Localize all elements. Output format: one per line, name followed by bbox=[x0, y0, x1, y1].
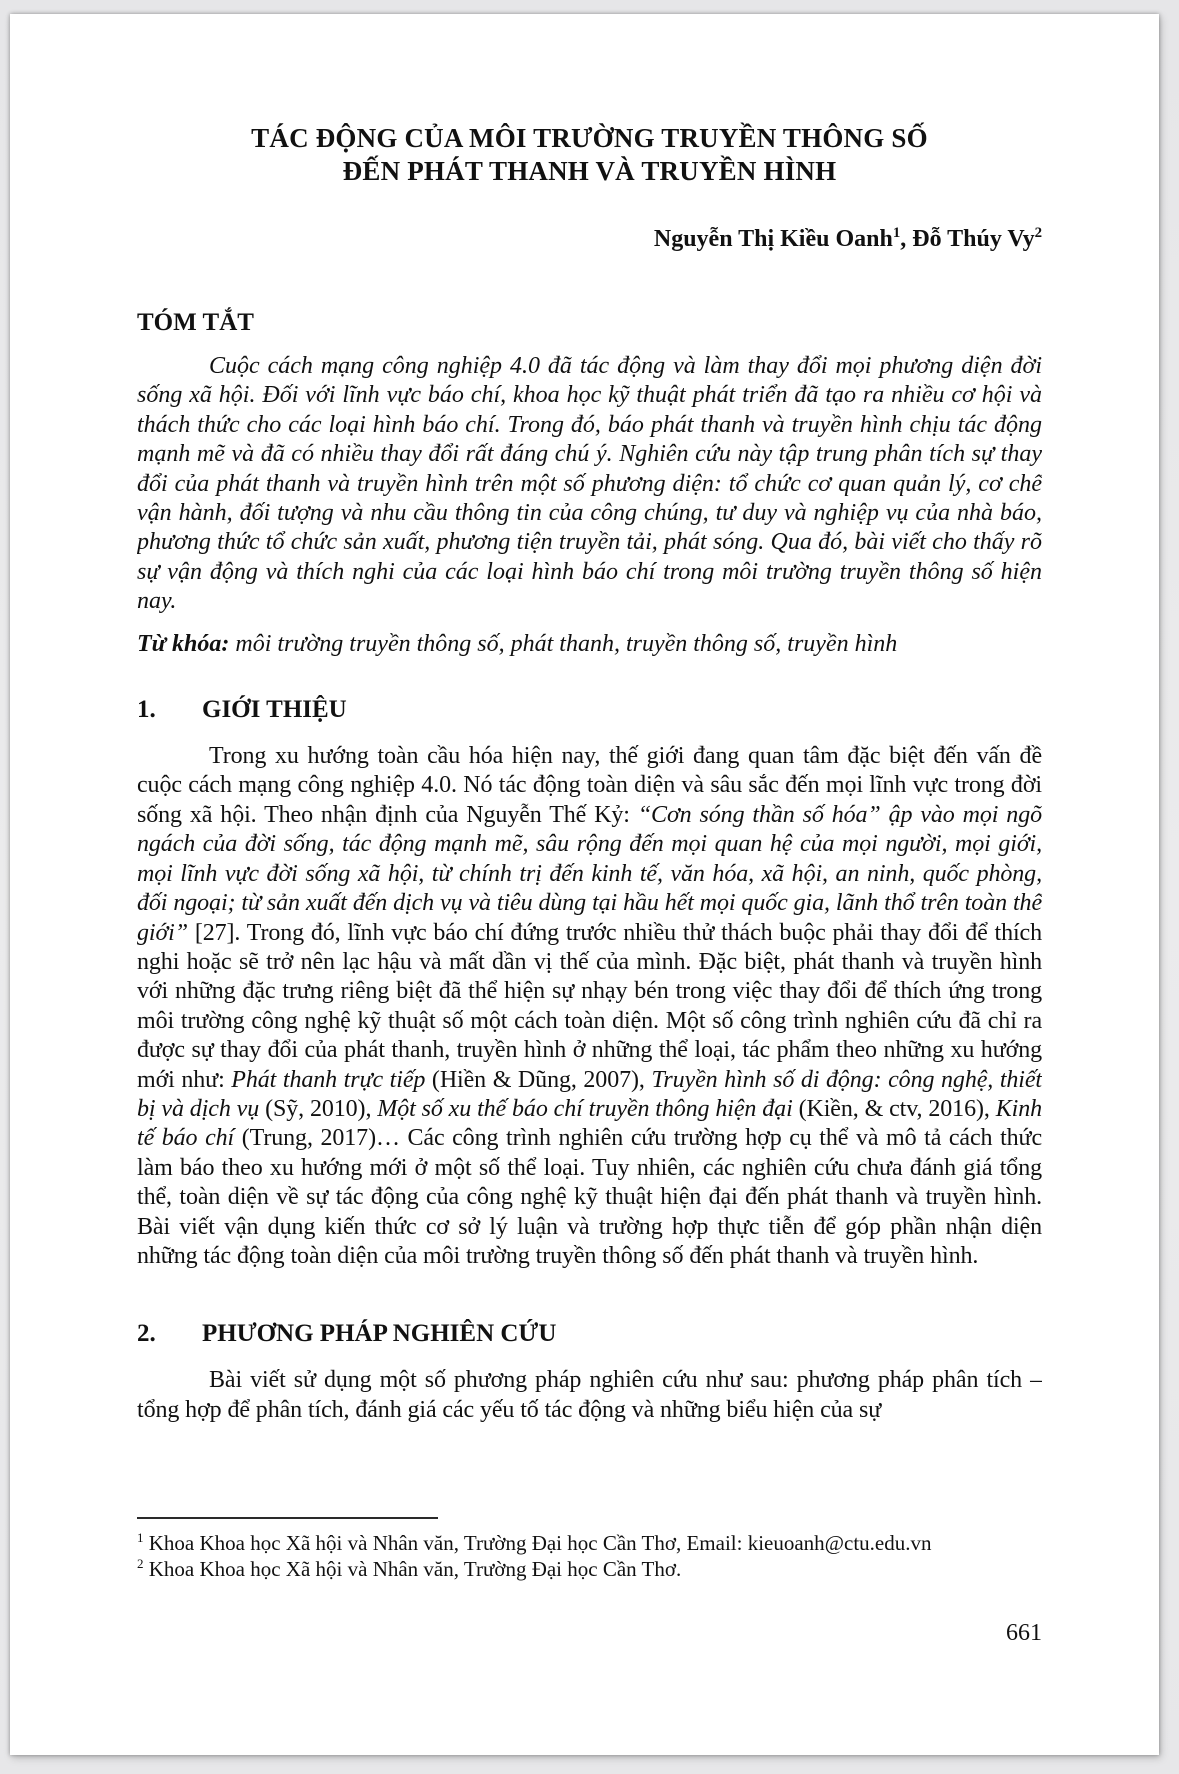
abstract-text: Cuộc cách mạng công nghiệp 4.0 đã tác động và làm thay đổi mọi phương diện đời sống xã hội. Đối với lĩnh vực báo chí, khoa học kỹ thuật phát triển đã tạo ra nhiều cơ hội và thách thức cho các loại hình báo chí. Trong đó, báo phát thanh và truyền hình chịu tác động mạnh mẽ và đã có nhiều thay đổi rất đáng chú ý. Nghiên cứu này tập trung phân tích sự thay đổi của phát thanh và truyền hình trên một số phương diện: tổ chức cơ quan quản lý, cơ chế vận hành, đối tượng và nhu cầu thông tin của công chúng, tư duy và nghiệp vụ của nhà báo, phương thức tổ chức sản xuất, phương tiện truyền tải, phát sóng. Qua đó, bài viết cho thấy rõ sự vận động và thích nghi của các loại hình báo chí trong môi trường truyền thông số hiện nay. bbox=[137, 353, 1042, 615]
author-1: Nguyễn Thị Kiều Oanh bbox=[653, 226, 893, 252]
section-2-heading bbox=[137, 1319, 1042, 1348]
abstract-heading: TÓM TẮT bbox=[137, 309, 254, 336]
section-1-number: 1. bbox=[137, 696, 156, 724]
keywords-label: Từ khóa: bbox=[137, 630, 230, 657]
section-1-title: GIỚI THIỆU bbox=[202, 696, 347, 724]
paper-title bbox=[137, 122, 1042, 188]
author-2: Đỗ Thúy Vy bbox=[912, 226, 1035, 252]
author-1-affiliation-mark: 1 bbox=[892, 225, 901, 241]
footnote-2-text: Khoa Khoa học Xã hội và Nhân văn, Trường Đại học Cần Thơ. bbox=[143, 1557, 682, 1581]
authors-line bbox=[137, 225, 1042, 253]
keywords-line bbox=[137, 630, 1042, 659]
paper-title-line1: TÁC ĐỘNG CỦA MÔI TRƯỜNG TRUYỀN THÔNG SỐ bbox=[251, 123, 928, 153]
authors-separator: , bbox=[900, 226, 913, 252]
section-1-heading bbox=[137, 695, 1042, 724]
footnote-separator-rule bbox=[137, 1517, 438, 1519]
footnote-1-text: Khoa Khoa học Xã hội và Nhân văn, Trường Đại học Cần Thơ, Email: kieuoanh@ctu.edu.vn bbox=[143, 1531, 932, 1555]
keywords-text: môi trường truyền thông số, phát thanh, truyền thông số, truyền hình bbox=[229, 630, 898, 657]
footnote-2 bbox=[137, 1556, 1042, 1582]
footnote-1 bbox=[137, 1530, 1042, 1556]
page-number: 661 bbox=[1006, 1620, 1042, 1646]
page-content bbox=[137, 14, 1042, 1425]
paper-page bbox=[10, 14, 1159, 1755]
section-2-title: PHƯƠNG PHÁP NGHIÊN CỨU bbox=[202, 1320, 557, 1348]
paper-title-line2: ĐẾN PHÁT THANH VÀ TRUYỀN HÌNH bbox=[342, 156, 837, 186]
footnotes-block bbox=[137, 1517, 1042, 1582]
footnote-2-marker: 2 bbox=[137, 1556, 144, 1571]
author-2-affiliation-mark: 2 bbox=[1034, 225, 1042, 241]
footnote-1-marker: 1 bbox=[137, 1530, 144, 1545]
section-2-number: 2. bbox=[137, 1320, 156, 1348]
section-1-paragraph: Trong xu hướng toàn cầu hóa hiện nay, thế giới đang quan tâm đặc biệt đến vấn đề cuộc cách mạng công nghiệp 4.0. Nó tác động toàn diện và sâu sắc đến mọi lĩnh vực trong đời sống xã hội. Theo nhận định của Nguyễn Thế Kỷ: “Cơn sóng thần số hóa” ập vào mọi ngõ ngách của đời sống, tác động mạnh mẽ, sâu rộng đến mọi quan hệ của mọi người, mọi giới, mọi lĩnh vực đời sống xã hội, từ chính trị đến kinh tế, văn hóa, xã hội, an ninh, quốc phòng, đối ngoại; từ sản xuất đến dịch vụ và tiêu dùng tại hầu hết mọi quốc gia, lãnh thổ trên toàn thế giới” [27]. Trong đó, lĩnh vực báo chí đứng trước nhiều thử thách buộc phải thay đổi để thích nghi hoặc sẽ trở nên lạc hậu và mất dần vị thế của mình. Đặc biệt, phát thanh và truyền hình với những đặc trưng riêng biệt đã thể hiện sự nhạy bén trong việc thay đổi để thích ứng trong môi trường công nghệ kỹ thuật số một cách toàn diện. Một số công trình nghiên cứu đã chỉ ra được sự thay đổi của phát thanh, truyền hình ở những thể loại, tác phẩm theo những xu hướng mới như: Phát thanh trực tiếp (Hiền & Dũng, 2007), Truyền hình số di động: công nghệ, thiết bị và dịch vụ (Sỹ, 2010), Một số xu thế báo chí truyền thông hiện đại (Kiền, & ctv, 2016), Kinh tế báo chí (Trung, 2017)… Các công trình nghiên cứu trường hợp cụ thể và mô tả cách thức làm báo theo xu hướng mới ở một số thể loại. Tuy nhiên, các nghiên cứu chưa đánh giá tổng thể, toàn diện về sự tác động của công nghệ kỹ thuật hiện đại đến phát thanh và truyền hình. Bài viết vận dụng kiến thức cơ sở lý luận và trường hợp thực tiễn để góp phần nhận diện những tác động toàn diện của môi trường truyền thông số đến phát thanh và truyền hình. bbox=[137, 743, 1042, 1269]
section-2-paragraph: Bài viết sử dụng một số phương pháp nghiên cứu như sau: phương pháp phân tích – tổng hợp để phân tích, đánh giá các yếu tố tác động và những biểu hiện của sự bbox=[137, 1367, 1042, 1423]
